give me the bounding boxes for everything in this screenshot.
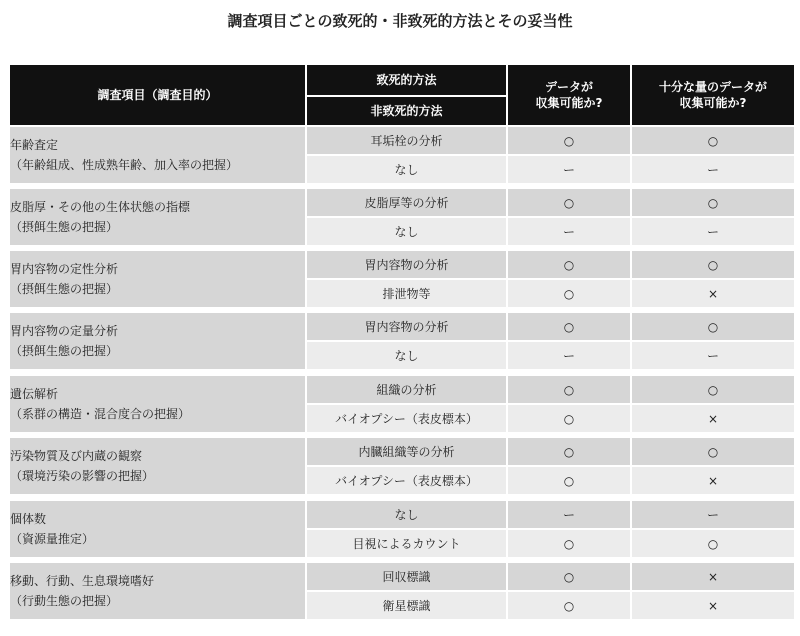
lethal-enough-mark: ○	[632, 189, 794, 216]
lethal-data-mark: ○	[508, 251, 630, 278]
nonlethal-method: バイオプシー（表皮標本）	[307, 405, 506, 432]
lethal-method: 胃内容物の分析	[307, 313, 506, 340]
survey-item-name: 汚染物質及び内蔵の観察	[10, 449, 143, 463]
lethal-data-mark: ○	[508, 189, 630, 216]
nonlethal-data-mark: ○	[508, 280, 630, 307]
survey-item	[10, 563, 305, 619]
lethal-data-mark: ○	[508, 563, 630, 590]
survey-item-purpose: （資源量推定）	[10, 532, 95, 546]
nonlethal-enough-mark: ×	[632, 280, 794, 307]
methods-table	[8, 63, 796, 621]
lethal-enough-mark: ○	[632, 438, 794, 465]
nonlethal-enough-mark: ー	[632, 156, 794, 183]
nonlethal-data-mark: ー	[508, 342, 630, 369]
lethal-method: 組織の分析	[307, 376, 506, 403]
lethal-enough-mark: ー	[632, 501, 794, 528]
survey-item	[10, 438, 305, 494]
group-spacer	[10, 371, 794, 374]
lethal-method: なし	[307, 501, 506, 528]
survey-item-name: 遺伝解析	[10, 387, 59, 401]
header-collectable-line2: 収集可能か?	[535, 96, 603, 110]
nonlethal-data-mark: ○	[508, 467, 630, 494]
nonlethal-enough-mark: ×	[632, 405, 794, 432]
nonlethal-method: なし	[307, 156, 506, 183]
survey-item-purpose: （摂餌生態の把握）	[10, 344, 119, 358]
survey-item	[10, 127, 305, 183]
table-row	[10, 189, 794, 216]
survey-item	[10, 501, 305, 557]
page-title: 調査項目ごとの致死的・非致死的方法とその妥当性	[227, 12, 573, 30]
lethal-method: 回収標識	[307, 563, 506, 590]
nonlethal-data-mark: ○	[508, 592, 630, 619]
survey-item-purpose: （摂餌生態の把握）	[10, 282, 119, 296]
lethal-enough-mark: ×	[632, 563, 794, 590]
survey-item-purpose: （系群の構造・混合度合の把握）	[10, 407, 191, 421]
nonlethal-method: バイオプシー（表皮標本）	[307, 467, 506, 494]
group-spacer	[10, 185, 794, 187]
lethal-data-mark: ○	[508, 376, 630, 403]
nonlethal-method: 衛星標識	[307, 592, 506, 619]
group-spacer	[10, 434, 794, 436]
survey-item-name: 年齢査定	[10, 138, 59, 152]
lethal-enough-mark: ○	[632, 251, 794, 278]
table-row	[10, 127, 794, 154]
lethal-enough-mark: ○	[632, 313, 794, 340]
survey-item-name: 移動、行動、生息環境嗜好	[10, 574, 155, 588]
lethal-enough-mark: ○	[632, 376, 794, 403]
lethal-method: 胃内容物の分析	[307, 251, 506, 278]
header-collectable	[508, 65, 630, 125]
lethal-data-mark: ○	[508, 313, 630, 340]
header-nonlethal: 非致死的方法	[307, 97, 506, 125]
header-sufficient-line1: 十分な量のデータが	[658, 80, 767, 94]
table-row	[10, 438, 794, 465]
survey-item-name: 皮脂厚・その他の生体状態の指標	[10, 200, 191, 214]
header-item: 調査項目（調査目的）	[10, 65, 305, 125]
survey-item	[10, 376, 305, 432]
survey-item-purpose: （摂餌生態の把握）	[10, 220, 119, 234]
header-sufficient-line2: 収集可能か?	[679, 96, 747, 110]
group-spacer	[10, 496, 794, 499]
lethal-method: 耳垢栓の分析	[307, 127, 506, 154]
table-row	[10, 563, 794, 590]
table-body	[10, 127, 794, 619]
nonlethal-enough-mark: ×	[632, 592, 794, 619]
group-spacer	[10, 559, 794, 561]
nonlethal-method: なし	[307, 218, 506, 245]
lethal-method: 内臓組織等の分析	[307, 438, 506, 465]
survey-item-name: 胃内容物の定性分析	[10, 262, 119, 276]
table-row	[10, 501, 794, 528]
nonlethal-data-mark: ○	[508, 530, 630, 557]
survey-item	[10, 313, 305, 369]
nonlethal-enough-mark: ○	[632, 530, 794, 557]
nonlethal-method: 排泄物等	[307, 280, 506, 307]
nonlethal-enough-mark: ×	[632, 467, 794, 494]
group-spacer	[10, 247, 794, 249]
header-lethal: 致死的方法	[307, 65, 506, 95]
nonlethal-data-mark: ー	[508, 218, 630, 245]
header-sufficient	[632, 65, 794, 125]
nonlethal-data-mark: ○	[508, 405, 630, 432]
nonlethal-enough-mark: ー	[632, 342, 794, 369]
survey-item	[10, 251, 305, 307]
lethal-data-mark: ー	[508, 501, 630, 528]
lethal-method: 皮脂厚等の分析	[307, 189, 506, 216]
nonlethal-method: なし	[307, 342, 506, 369]
survey-item-purpose: （行動生態の把握）	[10, 594, 119, 608]
table-row	[10, 313, 794, 340]
survey-item-name: 個体数	[10, 512, 47, 526]
survey-item-purpose: （年齢組成、性成熟年齢、加入率の把握）	[10, 158, 239, 172]
header-collectable-line1: データが	[544, 80, 593, 94]
table-row	[10, 251, 794, 278]
survey-item-name: 胃内容物の定量分析	[10, 324, 119, 338]
lethal-data-mark: ○	[508, 127, 630, 154]
table-row	[10, 376, 794, 403]
nonlethal-enough-mark: ー	[632, 218, 794, 245]
survey-item-purpose: （環境汚染の影響の把握）	[10, 469, 155, 483]
lethal-enough-mark: ○	[632, 127, 794, 154]
nonlethal-data-mark: ー	[508, 156, 630, 183]
lethal-data-mark: ○	[508, 438, 630, 465]
group-spacer	[10, 309, 794, 311]
nonlethal-method: 目視によるカウント	[307, 530, 506, 557]
survey-item	[10, 189, 305, 245]
